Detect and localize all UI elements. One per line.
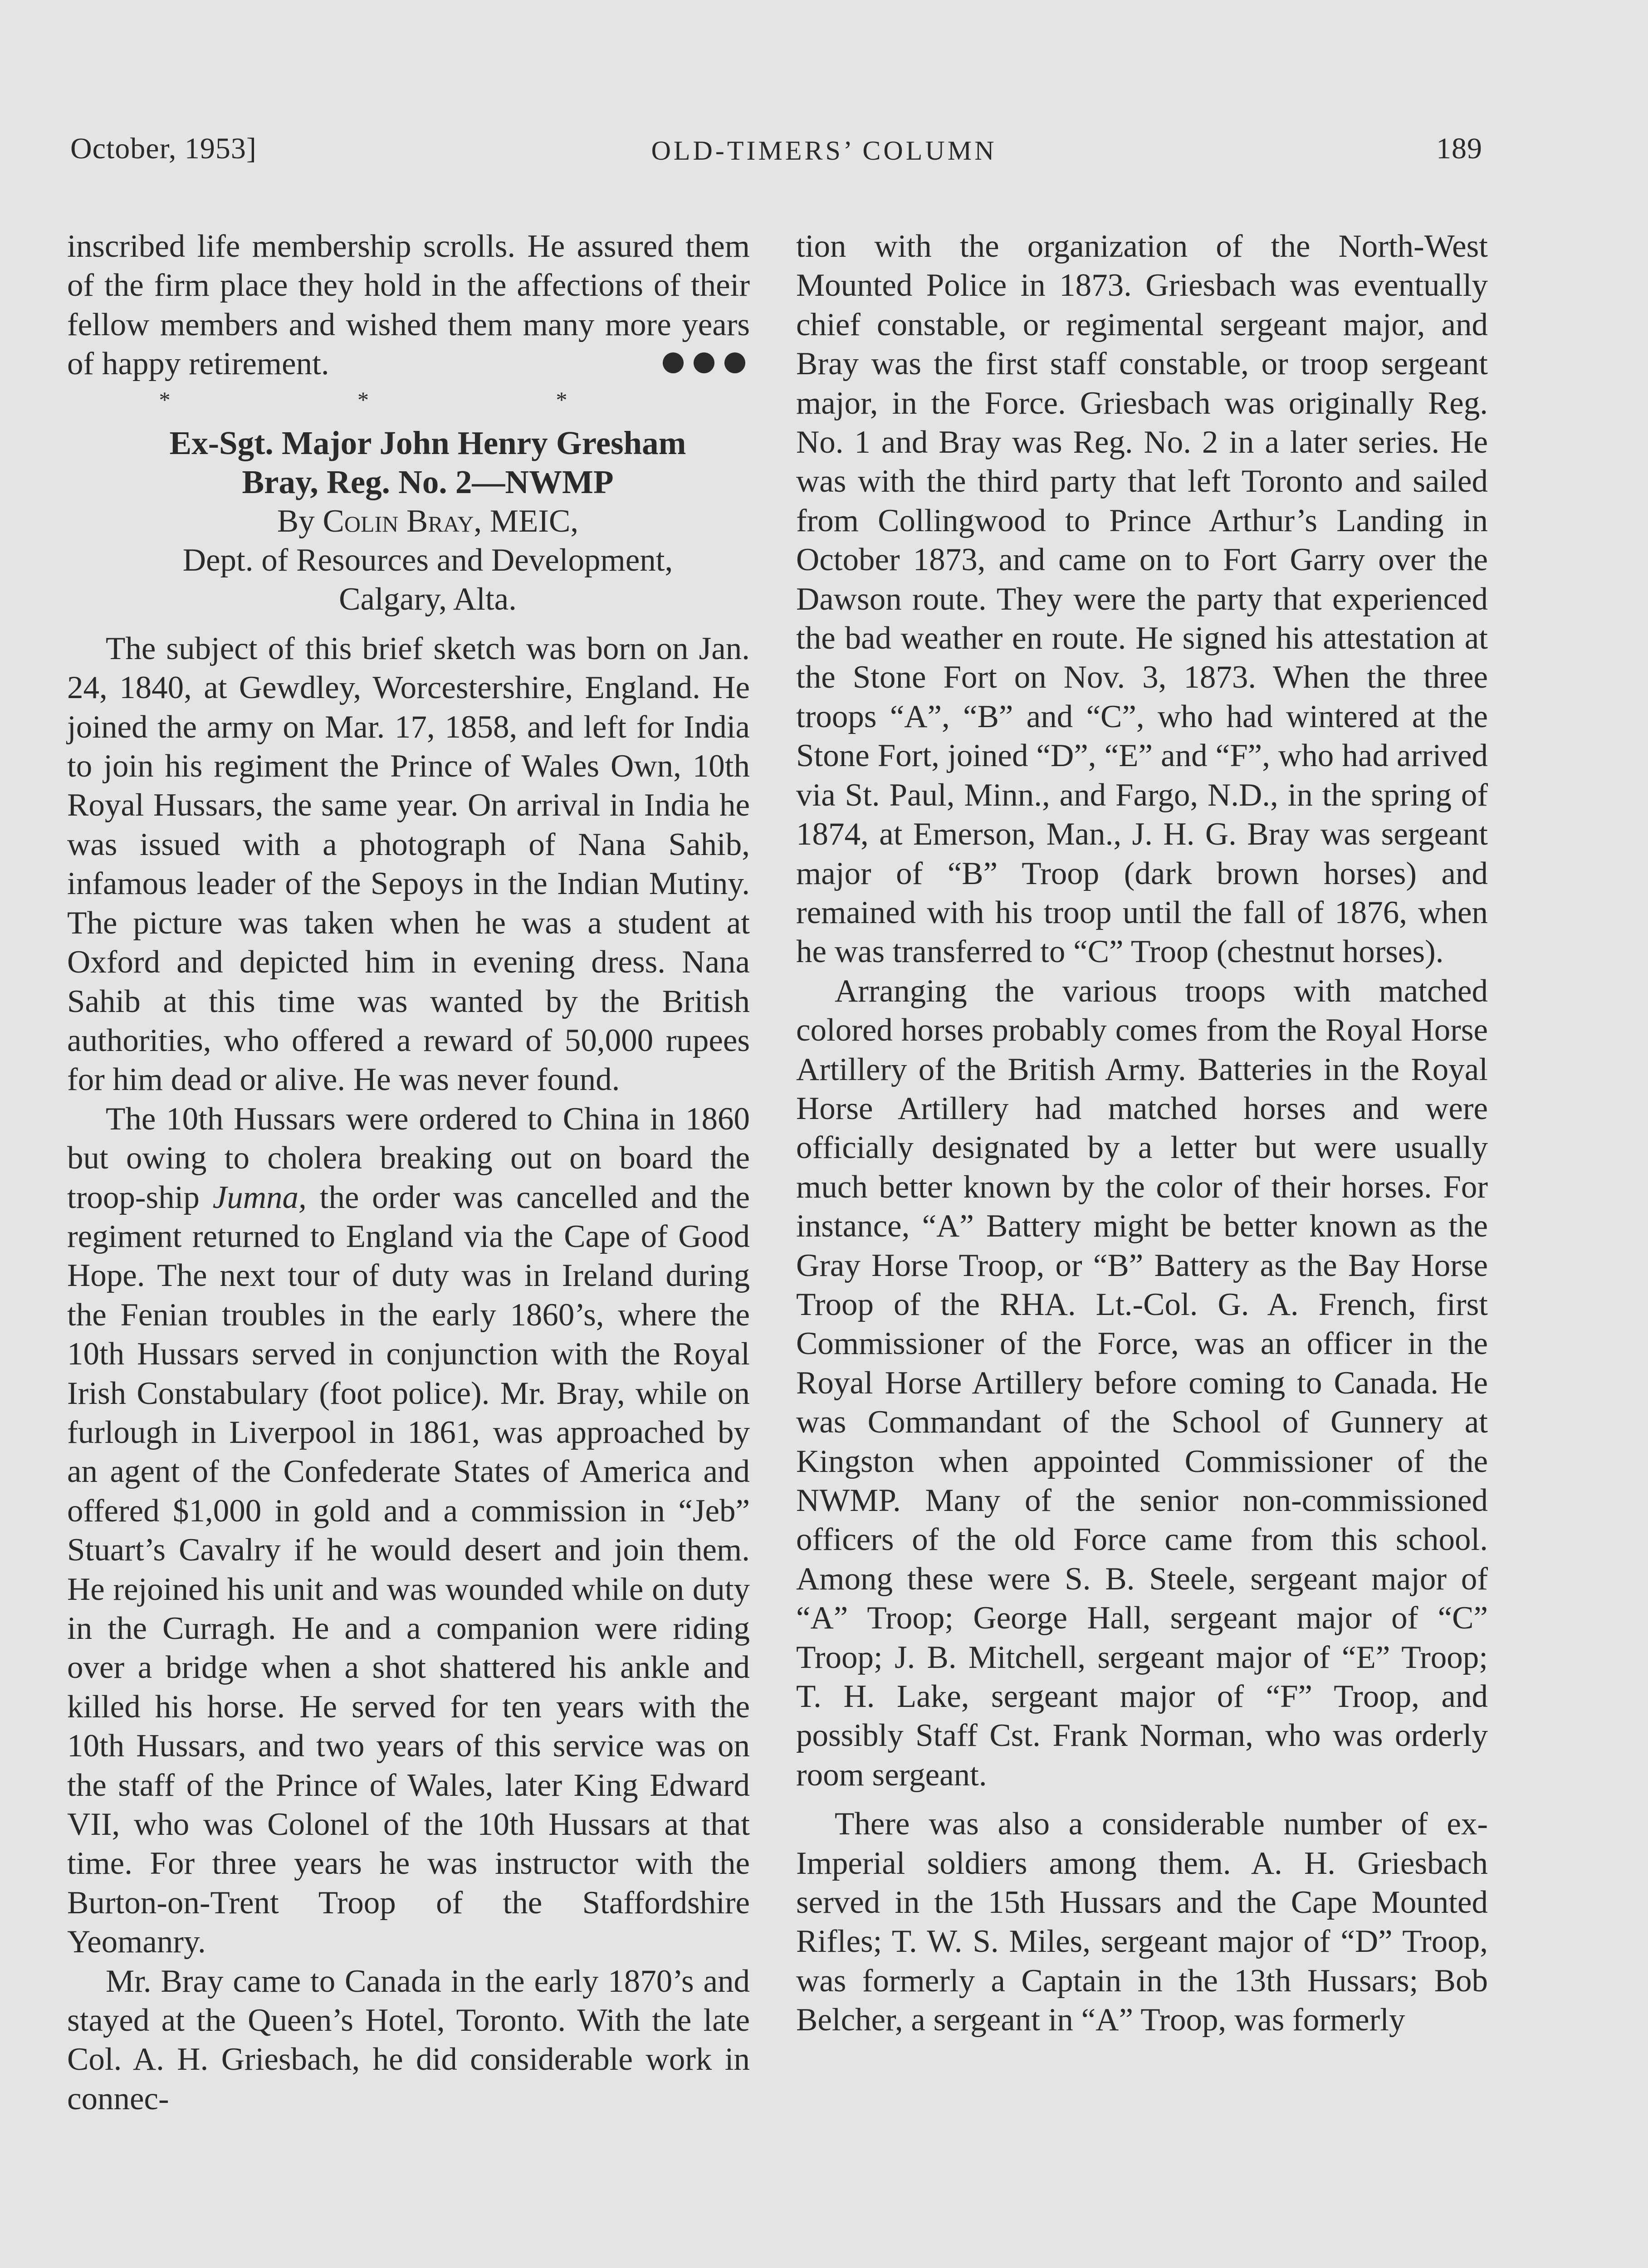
running-header-date: October, 1953] bbox=[70, 132, 257, 165]
body-paragraph: There was also a considerable number of ex-Imperial soldiers among them. A. H. Griesbach served in the 15th Hussars and the Cape Mounted Rifles; T. W. S. Miles, sergeant major of “D” Troop, was formerly a Captain in the 13th Hussars; Bob Belcher, a sergeant in “A” Troop, was formerly bbox=[796, 1806, 1488, 2038]
byline-author: Colin Bray bbox=[323, 503, 474, 539]
body-paragraph: Mr. Bray came to Canada in the early 1870’s and stayed at the Queen’s Hotel, Toronto. With the late Col. A. H. Griesbach, he did considerable work in connec- bbox=[67, 1963, 750, 2116]
byline-prefix: By bbox=[277, 503, 315, 539]
body-paragraph bbox=[67, 1100, 750, 1962]
running-header-title: OLD-TIMERS’ COLUMN bbox=[651, 136, 997, 166]
byline bbox=[67, 502, 750, 541]
end-mark-icon bbox=[663, 352, 750, 373]
byline-suffix: , MEIC, bbox=[474, 503, 579, 539]
ship-name: Jumna, bbox=[212, 1179, 307, 1215]
affiliation-line1: Dept. of Resources and Development, bbox=[182, 543, 673, 578]
page-number: 189 bbox=[1436, 132, 1482, 165]
intro-paragraph-block bbox=[67, 227, 750, 384]
article-title-line1: Ex-Sgt. Major John Henry Gresham bbox=[169, 424, 686, 461]
paragraph-text: the order was cancelled and the regiment returned to England via the Cape of Good Hope. The next tour of duty was in Ireland during the Fenian troubles in the early 1860’s, where the 10th Hussars served in conjunction with the Royal Irish Constabulary (foot police). Mr. Bray, while on furlough in Liverpool in 1861, was approached by an agent of the Confederate States of America and offered $1,000 in gold and a commission in “Jeb” Stuart’s Cavalry if he would desert and join them. He rejoined his unit and was wounded while on duty in the Curragh. He and a companion were riding over a bridge when a shot shattered his ankle and killed his horse. He served for ten years with the 10th Hussars, and two years of this service was on the staff of the Prince of Wales, later King Edward VII, who was Colonel of the 10th Hussars at that time. For three years he was instructor with the Burton-on-Trent Troop of the Staffordshire Yeomanry. bbox=[67, 1179, 750, 1960]
section-separator: * * * bbox=[159, 386, 658, 412]
body-paragraph: The subject of this brief sketch was born on Jan. 24, 1840, at Gewdley, Worcestershire, England. He joined the army on Mar. 17, 1858, and left for India to join his regiment the Prince of Wales Own, 10th Royal Hussars, the same year. On arrival in India he was issued with a photograph of Nana Sahib, infamous leader of the Sepoys in the Indian Mutiny. The picture was taken when he was a student at Oxford and depicted him in evening dress. Nana Sahib at this time was wanted by the British authorities, who offered a reward of 50,000 rupees for him dead or alive. He was never found. bbox=[67, 631, 750, 1098]
paragraph-text: The 10th Hussars were ordered to China in 1860 but owing to cholera breaking out on board the troop-ship bbox=[67, 1101, 750, 1215]
article-title-line2: Bray, Reg. No. 2—NWMP bbox=[242, 463, 614, 500]
intro-paragraph-text: inscribed life membership scrolls. He assured them of the firm place they hold in the affections of their fellow members and wished them many more years of happy retirement. bbox=[67, 229, 750, 382]
body-paragraph: Arranging the various troops with matched colored horses probably comes from the Royal Horse Artillery of the British Army. Batteries in the Royal Horse Artillery had matched horses and were officially designated by a letter but were usually much better known by the color of their horses. For instance, “A” Battery might be better known as the Gray Horse Troop, or “B” Battery as the Bay Horse Troop of the RHA. Lt.-Col. G. A. French, first Commissioner of the Force, was an officer in the Royal Horse Artillery before coming to Canada. He was Commandant of the School of Gunnery at Kingston when appointed Commissioner of the NWMP. Many of the senior non-commissioned officers of the old Force came from this school. Among these were S. B. Steele, sergeant major of “A” Troop; George Hall, sergeant major of “C” Troop; J. B. Mitchell, sergeant major of “E” Troop; T. H. Lake, sergeant major of “F” Troop, and possibly Staff Cst. Frank Norman, who was orderly room sergeant. bbox=[796, 973, 1488, 1793]
right-column bbox=[796, 227, 1488, 2040]
left-column bbox=[67, 227, 750, 2118]
body-paragraph: tion with the organization of the North-West Mounted Police in 1873. Griesbach was eventually chief constable, or regimental sergeant major, and Bray was the first staff constable, or troop sergeant major, in the Force. Griesbach was originally Reg. No. 1 and Bray was Reg. No. 2 in a later series. He was with the third party that left Toronto and sailed from Collingwood to Prince Arthur’s Landing in October 1873, and came on to Fort Garry over the Dawson route. They were the party that experienced the bad weather en route. He signed his attestation at the Stone Fort on Nov. 3, 1873. When the three troops “A”, “B” and “C”, who had wintered at the Stone Fort, joined “D”, “E” and “F”, who had arrived via St. Paul, Minn., and Fargo, N.D., in the spring of 1874, at Emerson, Man., J. H. G. Bray was sergeant major of “B” Troop (dark brown horses) and remained with his troop until the fall of 1876, when he was transferred to “C” Troop (chestnut horses). bbox=[796, 229, 1488, 970]
affiliation-line2: Calgary, Alta. bbox=[339, 582, 517, 617]
intro-paragraph bbox=[67, 227, 750, 384]
